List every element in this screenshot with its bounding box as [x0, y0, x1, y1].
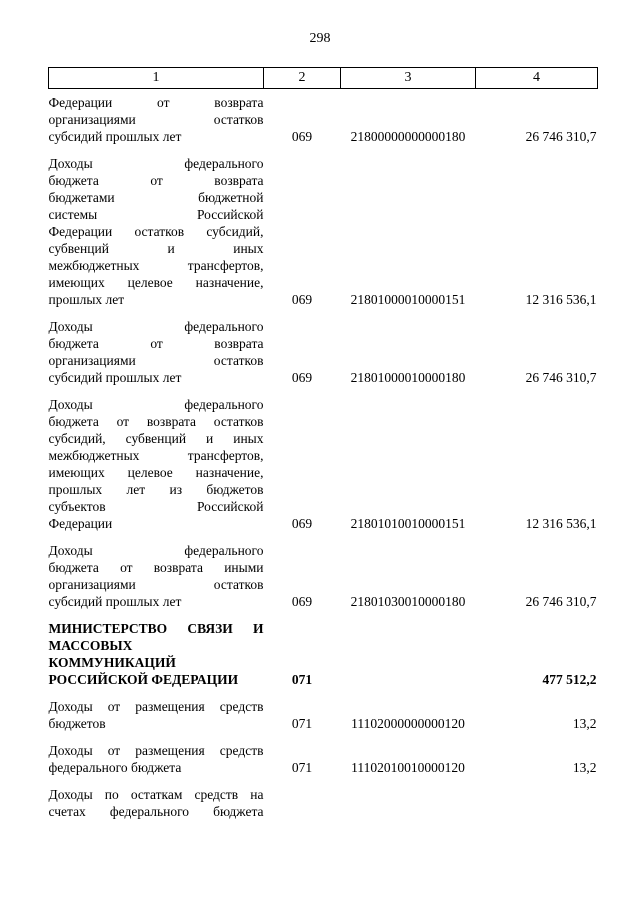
text-line: федерального бюджета	[48, 760, 182, 775]
text-line: субсидий прошлых лет	[48, 129, 182, 144]
income-name-cell	[49, 145, 264, 308]
amount-cell: 12 316 536,1	[525, 516, 597, 531]
amount-cell: 26 746 310,7	[525, 129, 597, 144]
table-row	[49, 89, 598, 146]
text-line: бюджета от возврата	[48, 336, 264, 351]
text-line: системы Российской	[48, 207, 264, 222]
income-name-cell	[49, 532, 264, 610]
income-name-cell	[49, 308, 264, 386]
amount-cell: 12 316 536,1	[525, 292, 597, 307]
text-line: МИНИСТЕРСТВО СВЯЗИ И	[48, 621, 264, 636]
budget-code-cell: 21801010010000151	[350, 516, 466, 531]
text-line: Доходы от размещения средств	[48, 743, 264, 758]
admin-code-cell: 071	[291, 672, 313, 687]
table-header	[49, 68, 598, 89]
text-line: бюджета от возврата остатков	[48, 414, 264, 429]
page-number: 298	[309, 31, 331, 46]
text-line: Доходы федерального	[48, 156, 264, 171]
amount-cell	[476, 776, 598, 820]
admin-code-cell: 069	[291, 129, 313, 144]
admin-code-cell: 069	[291, 516, 313, 531]
text-line: бюджетов	[48, 716, 106, 731]
table-row	[49, 386, 598, 532]
column-header-4: 4	[476, 68, 598, 89]
text-line: прошлых лет из бюджетов	[48, 482, 264, 497]
text-line: Доходы федерального	[48, 543, 264, 558]
income-name-cell	[49, 386, 264, 532]
text-line: межбюджетных трансфертов,	[48, 258, 264, 273]
admin-code-cell: 069	[291, 370, 313, 385]
income-name-cell	[49, 610, 264, 688]
amount-cell: 13,2	[572, 716, 597, 731]
text-line: межбюджетных трансфертов,	[48, 448, 264, 463]
admin-code-cell: 069	[291, 292, 313, 307]
text-line: Доходы от размещения средств	[48, 699, 264, 714]
budget-code-cell: 21800000000000180	[350, 129, 466, 144]
text-line: субъектов Российской	[48, 499, 264, 514]
text-line: Федерации	[48, 516, 113, 531]
table-row	[49, 308, 598, 386]
text-line: субсидий прошлых лет	[48, 594, 182, 609]
section-heading-row	[49, 610, 598, 688]
text-line: субсидий, субвенций и иных	[48, 431, 264, 446]
text-line: организациями остатков	[48, 112, 264, 127]
text-line: прошлых лет	[48, 292, 125, 307]
text-line: Доходы федерального	[48, 397, 264, 412]
text-line: имеющих целевое назначение,	[48, 465, 264, 480]
admin-code-cell: 071	[291, 716, 313, 731]
income-name-cell	[49, 688, 264, 732]
text-line: бюджета от возврата	[48, 173, 264, 188]
text-line: Доходы федерального	[48, 319, 264, 334]
text-line: организациями остатков	[48, 577, 264, 592]
table-row	[49, 145, 598, 308]
admin-code-cell	[264, 776, 341, 820]
text-line: имеющих целевое назначение,	[48, 275, 264, 290]
text-line: субвенций и иных	[48, 241, 264, 256]
column-header-3: 3	[341, 68, 476, 89]
text-line: Федерации от возврата	[48, 95, 264, 110]
table-body	[49, 89, 598, 821]
income-name-cell	[49, 732, 264, 776]
amount-cell: 477 512,2	[542, 672, 597, 687]
text-line: РОССИЙСКОЙ ФЕДЕРАЦИИ	[48, 672, 239, 687]
text-line: организациями остатков	[48, 353, 264, 368]
text-line: бюджета от возврата иными	[48, 560, 264, 575]
budget-table	[48, 67, 598, 820]
budget-code-cell	[341, 776, 476, 820]
table-row	[49, 688, 598, 732]
table-row	[49, 776, 598, 820]
amount-cell: 13,2	[572, 760, 597, 775]
table-row	[49, 732, 598, 776]
text-line: бюджетами бюджетной	[48, 190, 264, 205]
text-line: МАССОВЫХ	[48, 638, 133, 653]
budget-code-cell: 11102010010000120	[351, 760, 465, 775]
amount-cell: 26 746 310,7	[525, 370, 597, 385]
table-header-row	[49, 68, 598, 89]
admin-code-cell: 071	[291, 760, 313, 775]
amount-cell: 26 746 310,7	[525, 594, 597, 609]
budget-code-cell: 21801000010000180	[350, 370, 466, 385]
text-line: Федерации остатков субсидий,	[48, 224, 264, 239]
table-row	[49, 532, 598, 610]
income-name-cell	[49, 776, 264, 820]
text-line: субсидий прошлых лет	[48, 370, 182, 385]
admin-code-cell: 069	[291, 594, 313, 609]
text-line: КОММУНИКАЦИЙ	[48, 655, 176, 670]
budget-code-cell: 21801030010000180	[350, 594, 466, 609]
text-line: Доходы по остаткам средств на	[48, 787, 264, 802]
budget-code-cell: 21801000010000151	[350, 292, 466, 307]
text-line: счетах федерального бюджета	[48, 804, 264, 819]
income-name-cell	[49, 89, 264, 146]
budget-code-cell	[341, 610, 476, 688]
column-header-2: 2	[264, 68, 341, 89]
budget-code-cell: 11102000000000120	[351, 716, 465, 731]
column-header-1: 1	[49, 68, 264, 89]
